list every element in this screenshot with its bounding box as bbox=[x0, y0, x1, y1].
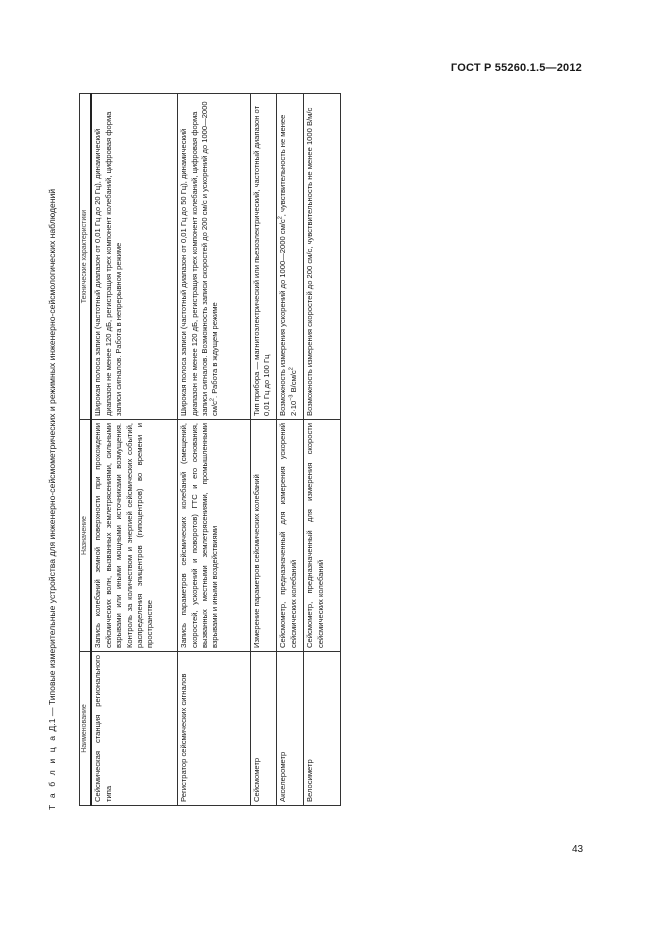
specs-text-mid-2: В/см/с bbox=[288, 370, 298, 395]
cell-specs: Широкая полоса записи (частотный диапазон от 0,01 Гц до 20 Гц), динамический диапазон не менее 120 дБ, регистрация трех компонент колебаний, цифровая форма записи сигналов. Работа в непрерывном режиме bbox=[91, 94, 177, 420]
table-header-row bbox=[80, 94, 92, 806]
cell-purpose: Запись колебаний земной поверхности при прохождении сейсмических волн, вызванных землетрясениями, сильными взрывами или иными мощными источниками возмущения. Контроль за количеством и энергией сейсмических событий, распределения эпицентров (гипоцентров) во времени и пространстве bbox=[91, 420, 177, 652]
specs-superscript: 2 bbox=[277, 216, 284, 220]
cell-name: Акселерометр bbox=[277, 652, 304, 806]
table-caption bbox=[47, 90, 61, 810]
document-code: ГОСТ Р 55260.1.5—2012 bbox=[450, 62, 582, 74]
cell-specs bbox=[277, 94, 304, 420]
cell-specs: Тип прибора — магнитоэлектрический или пьезоэлектрический, частотный диапазон от 0,01 Гц до 100 Гц bbox=[250, 94, 277, 420]
table-row bbox=[304, 94, 341, 806]
cell-name: Сейсмическая станция регионального типа bbox=[91, 652, 177, 806]
specs-text: Возможность измерения ускорений до 1000—2000 см/с bbox=[278, 219, 288, 416]
cell-purpose: Измерение параметров сейсмических колебаний bbox=[250, 420, 277, 652]
table-caption-label: Т а б л и ц а bbox=[47, 733, 57, 810]
specs-text-mid: , чувствительность не менее 2·10 bbox=[278, 114, 298, 416]
cell-purpose: Запись параметров сейсмических колебаний (смещений, скоростей, ускорений и поворотов) ГТС и его основания, вызванных местными землетрясениями, промышленными взрывами и иными воздействиями bbox=[178, 420, 250, 652]
cell-name: Сейсмометр bbox=[250, 652, 277, 806]
instruments-table bbox=[79, 93, 341, 806]
specs-superscript-3: 2 bbox=[288, 367, 295, 371]
table-caption-text: Д.1 — Типовые измерительные устройства для инженерно-сейсмометрических и режимных инженерно-сейсмологических наблюдений bbox=[47, 188, 57, 732]
specs-text: Широкая полоса записи (частотный диапазон от 0,01 Гц до 50 Гц), динамический диапазон не менее 120 дБ, регистрация трех компонент колебаний, цифровая форма записи сигналов. Возможность записи скоростей до 200 см/с и ускорений до 1000—2000 см/с bbox=[179, 101, 220, 416]
table-row bbox=[277, 94, 304, 806]
specs-superscript-2: −3 bbox=[288, 394, 295, 401]
specs-superscript: 2 bbox=[209, 398, 216, 402]
table-row bbox=[250, 94, 277, 806]
cell-specs: Возможность измерения скоростей до 200 см/с, чувствительность не менее 1000 В/м/с bbox=[304, 94, 341, 420]
column-header-specs: Технические характеристики bbox=[80, 94, 92, 420]
column-header-name: Наименование bbox=[80, 652, 92, 806]
table-row bbox=[91, 94, 177, 806]
cell-purpose: Сейсмометр, предназначенный для измерения ускорений сейсмических колебаний bbox=[277, 420, 304, 652]
cell-name: Велосиметр bbox=[304, 652, 341, 806]
column-header-purpose: Назначение bbox=[80, 420, 92, 652]
page-number: 43 bbox=[572, 844, 584, 855]
cell-specs bbox=[178, 94, 250, 420]
cell-name: Регистратор сейсмических сигналов bbox=[178, 652, 250, 806]
cell-purpose: Сейсмометр, предназначенный для измерения скорости сейсмических колебаний bbox=[304, 420, 341, 652]
specs-text-end: . Работа в ждущем режиме bbox=[210, 302, 220, 398]
rotated-table-block bbox=[47, 90, 345, 810]
table-row bbox=[178, 94, 250, 806]
